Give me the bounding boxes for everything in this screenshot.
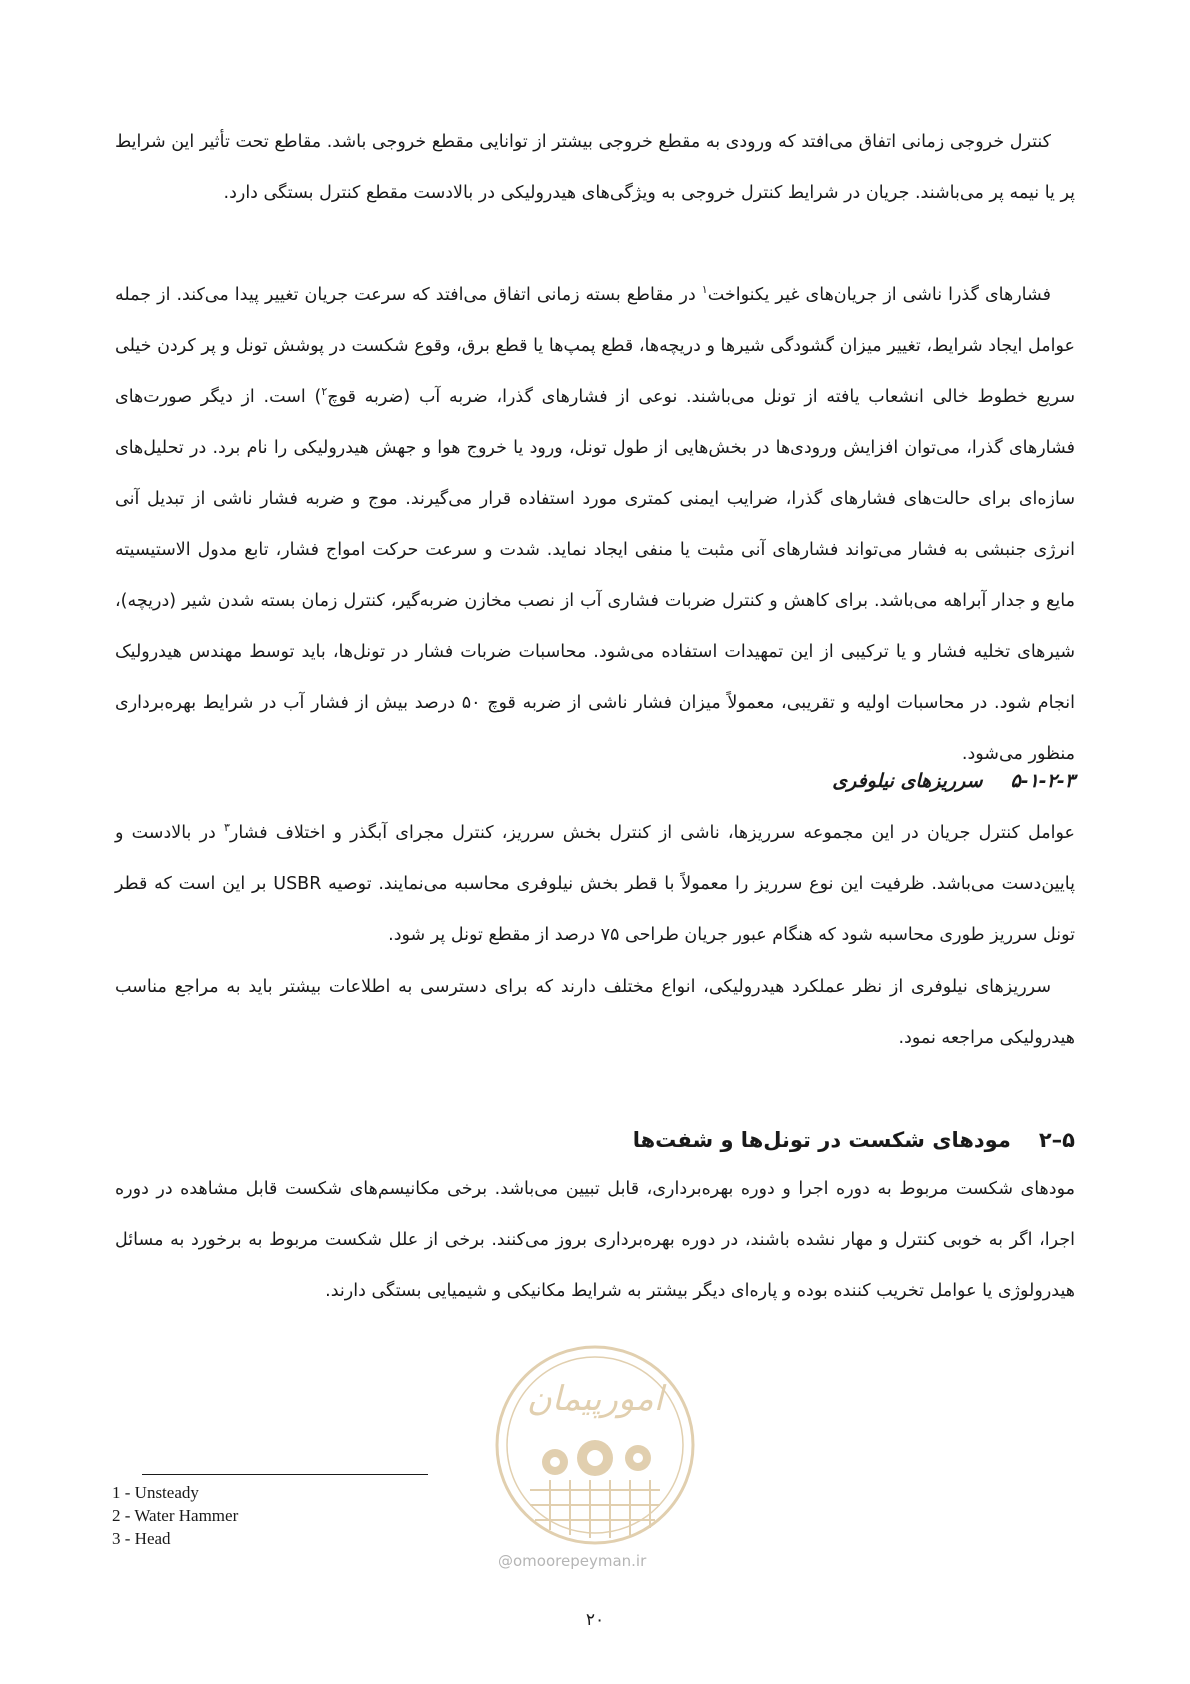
paragraph-morning-glory-control bbox=[115, 808, 1075, 961]
footnote-1: 1 - Unsteady bbox=[112, 1483, 199, 1502]
page-number: ۲۰ bbox=[585, 1610, 605, 1630]
footnote-ref-2[interactable]: ۲ bbox=[321, 385, 328, 399]
paragraph-morning-glory-types bbox=[115, 962, 1075, 1064]
paragraph-failure-modes bbox=[115, 1164, 1075, 1317]
paragraph-text-a: فشارهای گذرا ناشی از جریان‌های غیر یکنواخت bbox=[707, 285, 1051, 305]
paragraph-text: مودهای شکست مربوط به دوره اجرا و دوره بهره‌برداری، قابل تبیین می‌باشد. برخی مکانیسم‌های شکست قابل مشاهده در دوره اجرا، اگر به خوبی کنترل و مهار نشده باشند، در دوره بهره‌برداری بروز می‌کنند. برخی از علل شکست مربوط به برخورد به مسائل هیدرولوژی یا عوامل تخریب کننده بوده و پاره‌ای دیگر بیشتر به شرایط مکانیکی و شیمیایی بستگی دارند. bbox=[115, 1179, 1075, 1301]
section-heading-failure-modes bbox=[633, 1128, 1075, 1152]
paragraph-text-b: در مقاطع بسته زمانی اتفاق می‌افتد که سرعت جریان تغییر پیدا می‌کند. از جمله عوامل ایجاد شرایط، تغییر میزان گشودگی شیرها و دریچه‌ها، قطع پمپ‌ها یا قطع برق، وقوع شکست در پوشش تونل و پر کردن خیلی سریع خطوط خالی انشعاب یافته از تونل می‌باشند. نوعی از فشارهای گذرا، ضربه آب (ضربه قوچ bbox=[115, 285, 1075, 407]
paragraph-text-b: در بالادست و پایین‌دست می‌باشد. ظرفیت این نوع سرریز را معمولاً با قطر بخش نیلوفری محاسبه می‌نمایند. توصیه USBR بر این است که قطر تونل سرریز طوری محاسبه شود که هنگام عبور جریان طراحی ۷۵ درصد از مقطع تونل پر شود. bbox=[115, 823, 1075, 945]
watermark-icon: @ bbox=[498, 1552, 513, 1570]
section-number: ۵–۲ bbox=[1038, 1128, 1075, 1152]
section-title: سرریزهای نیلوفری bbox=[832, 770, 983, 792]
paragraph-text-c: ) است. از دیگر صورت‌های فشارهای گذرا، می‌توان افزایش ورودی‌ها در بخش‌هایی از طول تونل، ورود یا خروج هوا و جهش هیدرولیکی را نام برد. در تحلیل‌های سازه‌ای برای حالت‌های فشارهای گذرا، ضرایب ایمنی کمتری مورد استفاده قرار می‌گیرند. موج و ضربه فشار ناشی از تبدیل آنی انرژی جنبشی به فشار می‌تواند فشارهای آنی مثبت یا منفی ایجاد نماید. شدت و سرعت حرکت امواج فشار، تابع مدول الاستیسیته مایع و جدار آبراهه می‌باشد. برای کاهش و کنترل ضربات فشاری آب از نصب مخازن ضربه‌گیر، کنترل زمان بسته شدن شیر (دریچه)، شیرهای تخلیه فشار و یا ترکیبی از این تمهیدات استفاده می‌شود. محاسبات ضربات فشار در تونل‌ها، باید توسط مهندس هیدرولیک انجام شود. در محاسبات اولیه و تقریبی، معمولاً میزان فشار ناشی از ضربه قوچ ۵۰ درصد بیش از فشار آب در شرایط بهره‌برداری منظور می‌شود. bbox=[115, 387, 1075, 764]
watermark-logo-text: امورپیمان bbox=[526, 1379, 664, 1419]
section-title: مودهای شکست در تونل‌ها و شفت‌ها bbox=[632, 1128, 1011, 1152]
paragraph-outlet-control bbox=[115, 117, 1075, 219]
footnote-2: 2 - Water Hammer bbox=[112, 1506, 239, 1525]
footnotes bbox=[112, 1481, 238, 1550]
section-number: ۵-۱-۲-۳ bbox=[1010, 770, 1075, 792]
watermark-logo bbox=[490, 1340, 700, 1570]
footnote-ref-3[interactable]: ۳ bbox=[223, 821, 230, 835]
paragraph-text: سرریزهای نیلوفری از نظر عملکرد هیدرولیکی، انواع مختلف دارند که برای دسترسی به اطلاعات بیشتر باید به مراجع مناسب هیدرولیکی مراجعه نمود. bbox=[115, 977, 1075, 1048]
footnote-3: 3 - Head bbox=[112, 1529, 171, 1548]
paragraph-text: کنترل خروجی زمانی اتفاق می‌افتد که ورودی به مقطع خروجی بیشتر از توانایی مقطع خروجی باشد. مقاطع تحت تأثیر این شرایط پر یا نیمه پر می‌باشند. جریان در شرایط کنترل خروجی به ویژگی‌های هیدرولیکی در بالادست مقطع کنترل بستگی دارد. bbox=[115, 132, 1075, 203]
footnote-divider bbox=[142, 1474, 428, 1475]
footnote-ref-1[interactable]: ۱ bbox=[701, 283, 708, 297]
paragraph-transient-pressures bbox=[115, 270, 1075, 780]
watermark-site-text: omoorepeyman.ir bbox=[513, 1552, 647, 1570]
watermark-site bbox=[498, 1552, 646, 1570]
paragraph-text-a: عوامل کنترل جریان در این مجموعه سرریزها، ناشی از کنترل بخش سرریز، کنترل مجرای آبگذر و اختلاف فشار bbox=[229, 823, 1075, 843]
section-heading-morning-glory bbox=[832, 770, 1075, 792]
